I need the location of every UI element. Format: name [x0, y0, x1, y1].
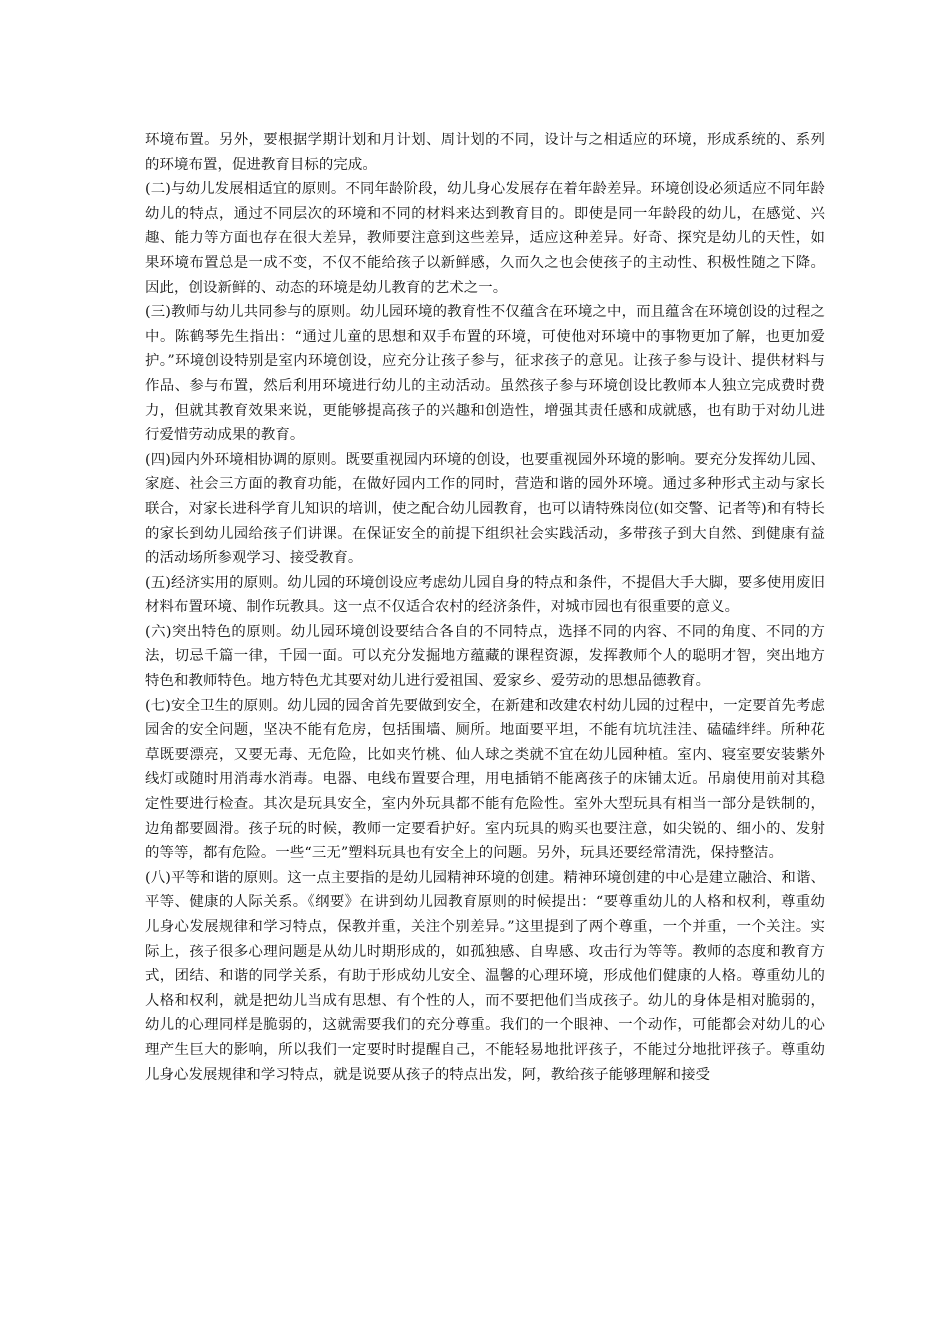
- paragraph-principle-3: (三)教师与幼儿共同参与的原则。幼儿园环境的教育性不仅蕴含在环境之中，而且蕴含在环境创设的过程之中。陈鹤琴先生指出：“通过儿童的思想和双手布置的环境，可使他对环境中的事物更加了解，也更加爱护。”环境创设特别是室内环境创设，应充分让孩子参与，征求孩子的意见。让孩子参与设计、提供材料与作品、参与布置，然后利用环境进行幼儿的主动活动。虽然孩子参与环境创设比教师本人独立完成费时费力，但就其教育效果来说，更能够提高孩子的兴趣和创造性，增强其责任感和成就感，也有助于对幼儿进行爱惜劳动成果的教育。: [145, 304, 825, 444]
- paragraph-continuation: 环境布置。另外，要根据学期计划和月计划、周计划的不同，设计与之相适应的环境，形成系统的、系列的环境布置，促进教育目标的完成。: [145, 132, 825, 173]
- paragraph-principle-4: (四)园内外环境相协调的原则。既要重视园内环境的创设，也要重视园外环境的影响。要充分发挥幼儿园、家庭、社会三方面的教育功能，在做好园内工作的同时，营造和谐的园外环境。通过多种形式主动与家长联合，对家长进科学育儿知识的培训，使之配合幼儿园教育，也可以请特殊岗位(如交警、记者等)和有特长的家长到幼儿园给孩子们讲课。在保证安全的前提下组织社会实践活动，多带孩子到大自然、到健康有益的活动场所参观学习、接受教育。: [145, 451, 825, 567]
- paragraph-principle-8: (八)平等和谐的原则。这一点主要指的是幼儿园精神环境的创建。精神环境创建的中心是建立融洽、和谐、平等、健康的人际关系。《纲要》在讲到幼儿园教育原则的时候提出：“要尊重幼儿的人格和权利，尊重幼儿身心发展规律和学习特点，保教并重，关注个别差异。”这里提到了两个尊重，一个并重，一个关注。实际上，孩子很多心理问题是从幼儿时期形成的，如孤独感、自卑感、攻击行为等等。教师的态度和教育方式，团结、和谐的同学关系，有助于形成幼儿安全、温馨的心理环境，形成他们健康的人格。尊重幼儿的人格和权利，就是把幼儿当成有思想、有个性的人，而不要把他们当成孩子。幼儿的身体是相对脆弱的，幼儿的心理同样是脆弱的，这就需要我们的充分尊重。我们的一个眼神、一个动作，可能都会对幼儿的心理产生巨大的影响，所以我们一定要时时提醒自己，不能轻易地批评孩子，不能过分地批评孩子。尊重幼儿身心发展规律和学习特点，就是说要从孩子的特点出发，阿，教给孩子能够理解和接受: [145, 869, 825, 1083]
- paragraph-principle-6: (六)突出特色的原则。幼儿园环境创设要结合各自的不同特点，选择不同的内容、不同的角度、不同的方法，切忌千篇一律，千园一面。可以充分发掘地方蕴藏的课程资源，发挥教师个人的聪明才智，突出地方特色和教师特色。地方特色尤其要对幼儿进行爱祖国、爱家乡、爱劳动的思想品德教育。: [145, 623, 825, 690]
- paragraph-principle-7: (七)安全卫生的原则。幼儿园的园舍首先要做到安全，在新建和改建农村幼儿园的过程中，一定要首先考虑园舍的安全问题，坚决不能有危房，包括围墙、厕所。地面要平坦，不能有坑坑洼洼、磕磕绊绊。所种花草既要漂亮，又要无毒、无危险，比如夹竹桃、仙人球之类就不宜在幼儿园种植。室内、寝室要安装紫外线灯或随时用消毒水消毒。电器、电线布置要合理，用电插销不能离孩子的床铺太近。吊扇使用前对其稳定性要进行检查。其次是玩具安全，室内外玩具都不能有危险性。室外大型玩具有相当一部分是铁制的，边角都要圆滑。孩子玩的时候，教师一定要看护好。室内玩具的购买也要注意，如尖锐的、细小的、发射的等等，都有危险。一些“三无”塑料玩具也有安全上的问题。另外，玩具还要经常清洗，保持整洁。: [145, 697, 825, 862]
- document-body: [145, 128, 825, 1087]
- paragraph-principle-5: (五)经济实用的原则。幼儿园的环境创设应考虑幼儿园自身的特点和条件，不提倡大手大脚，要多使用废旧材料布置环境、制作玩教具。这一点不仅适合农村的经济条件，对城市园也有很重要的意义。: [145, 574, 825, 616]
- paragraph-principle-2: (二)与幼儿发展相适宜的原则。不同年龄阶段，幼儿身心发展存在着年龄差异。环境创设必须适应不同年龄幼儿的特点，通过不同层次的环境和不同的材料来达到教育目的。即使是同一年龄段的幼儿，在感觉、兴趣、能力等方面也存在很大差异，教师要注意到这些差异，适应这种差异。好奇、探究是幼儿的天性，如果环境布置总是一成不变，不仅不能给孩子以新鲜感，久而久之也会使孩子的主动性、积极性随之下降。因此，创设新鲜的、动态的环境是幼儿教育的艺术之一。: [145, 181, 825, 296]
